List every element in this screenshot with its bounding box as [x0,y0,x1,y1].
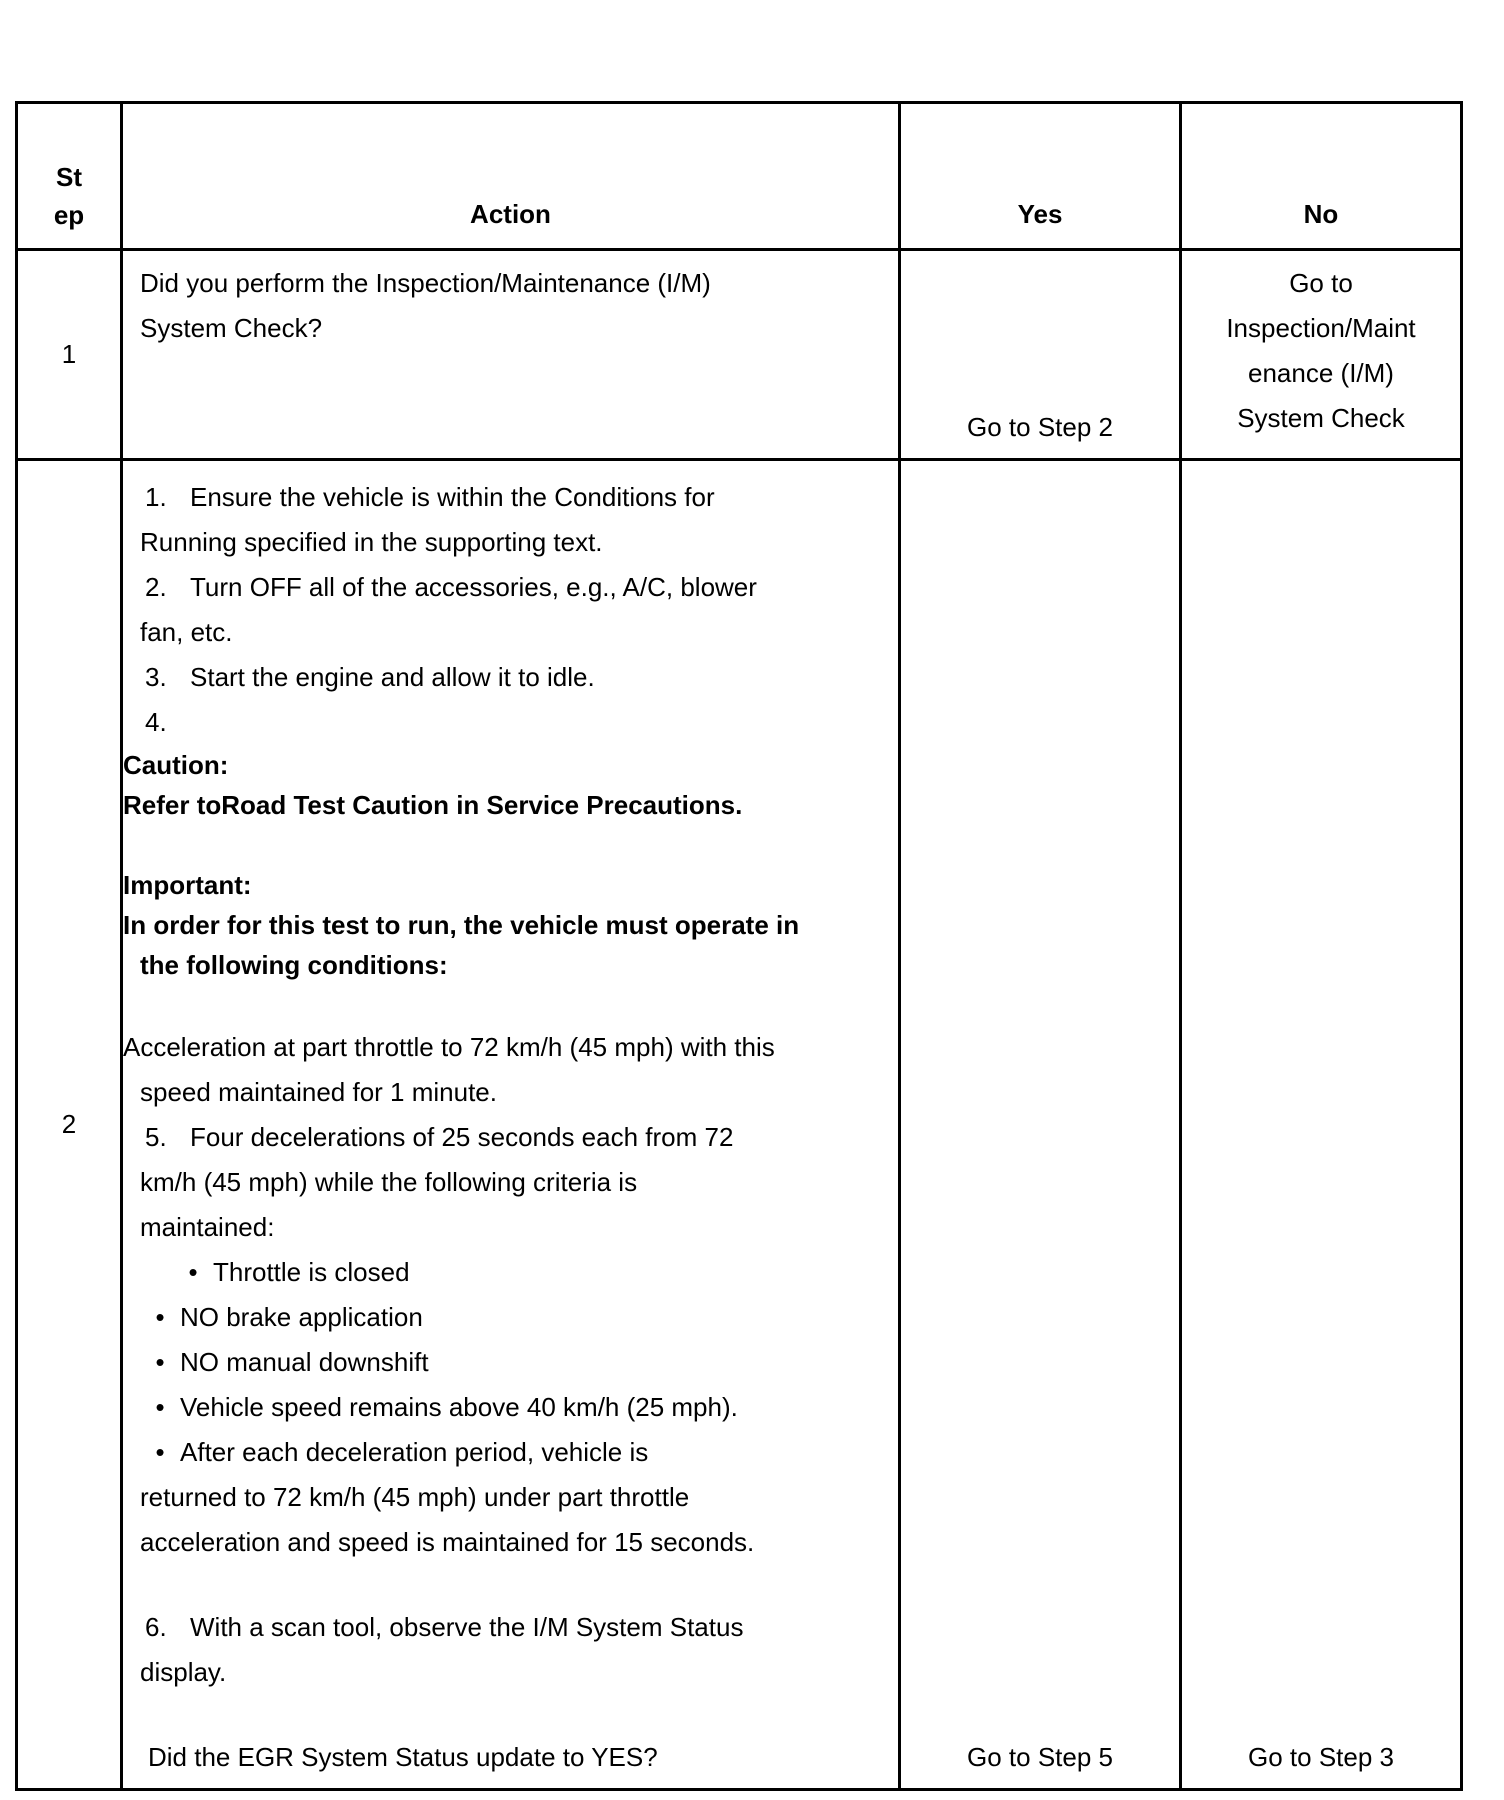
question-text: Did the EGR System Status update to YES? [148,1742,658,1772]
numbered-item [123,565,898,610]
action-cell [122,460,900,1790]
bullet-icon: • [188,1257,198,1287]
item-number: 6. [145,1612,167,1642]
numbered-item [123,475,898,520]
no-text: Go to [1289,268,1353,298]
bullet-icon: • [155,1437,165,1467]
step-number: 2 [17,460,122,1790]
spacer [123,825,898,865]
caution-text: Refer toRoad Test Caution in Service Precautions. [123,790,743,820]
bullet-item [123,1250,898,1295]
spacer [123,1565,898,1605]
item-text: With a scan tool, observe the I/M System Status [190,1612,744,1642]
numbered-item [123,655,898,700]
spacer [123,985,898,1025]
bullet-text: Throttle is closed [213,1257,410,1287]
diagnostic-table [15,101,1463,1791]
bullet-item [123,1385,898,1430]
action-text: System Check? [140,313,323,343]
yes-cell: Go to Step 5 [900,460,1181,1790]
bullet-icon: • [155,1347,165,1377]
bullet-item [123,1295,898,1340]
bullet-text: returned to 72 km/h (45 mph) under part throttle [140,1482,690,1512]
header-step-line-1: St [56,162,82,192]
header-step [17,103,122,250]
item-text: Running specified in the supporting text. [140,527,603,557]
item-text: fan, etc. [140,617,233,647]
bullet-text: After each deceleration period, vehicle is [180,1437,649,1467]
header-action: Action [122,103,900,250]
no-cell [1181,250,1462,460]
header-no: No [1181,103,1462,250]
item-number: 3. [145,662,167,692]
important-text: the following conditions: [140,950,448,980]
bullet-icon: • [155,1302,165,1332]
item-number: 5. [145,1122,167,1152]
header-step-line-2: ep [53,200,85,230]
condition-text: Acceleration at part throttle to 72 km/h (45 mph) with this [123,1032,775,1062]
important-label: Important: [123,870,252,900]
bullet-text: acceleration and speed is maintained for 15 seconds. [140,1527,755,1557]
step-number: 1 [17,250,122,460]
action-text: Did you perform the Inspection/Maintenance (I/M) [140,268,711,298]
caution-label: Caution: [123,750,229,780]
table-row-step-2 [17,460,1462,1790]
numbered-item [123,1605,898,1650]
item-text: Four decelerations of 25 seconds each from 72 [190,1122,734,1152]
no-text: Inspection/Maint [1226,313,1416,343]
bullet-icon: • [155,1392,165,1422]
bullet-text: NO manual downshift [180,1347,429,1377]
item-number: 1. [145,482,167,512]
important-text: In order for this test to run, the vehicle must operate in [123,910,800,940]
no-text: System Check [1237,403,1405,433]
bullet-item [123,1340,898,1385]
numbered-item [123,1115,898,1160]
bullet-text: NO brake application [180,1302,423,1332]
no-text: enance (I/M) [1248,358,1394,388]
item-text: Start the engine and allow it to idle. [190,662,595,692]
header-row [17,103,1462,250]
numbered-item [123,700,898,745]
yes-cell: Go to Step 2 [900,250,1181,460]
action-cell [122,250,900,460]
header-yes: Yes [900,103,1181,250]
item-text: maintained: [140,1212,275,1242]
table-row-step-1 [17,250,1462,460]
item-number: 2. [145,572,167,602]
item-text: km/h (45 mph) while the following criteria is [140,1167,638,1197]
no-cell: Go to Step 3 [1181,460,1462,1790]
item-text: Ensure the vehicle is within the Conditions for [190,482,715,512]
condition-text: speed maintained for 1 minute. [140,1077,497,1107]
spacer [123,1695,898,1735]
item-text: Turn OFF all of the accessories, e.g., A/C, blower [190,572,757,602]
item-number: 4. [145,707,167,737]
bullet-text: Vehicle speed remains above 40 km/h (25 mph). [180,1392,738,1422]
bullet-item [123,1430,898,1475]
item-text: display. [140,1657,227,1687]
